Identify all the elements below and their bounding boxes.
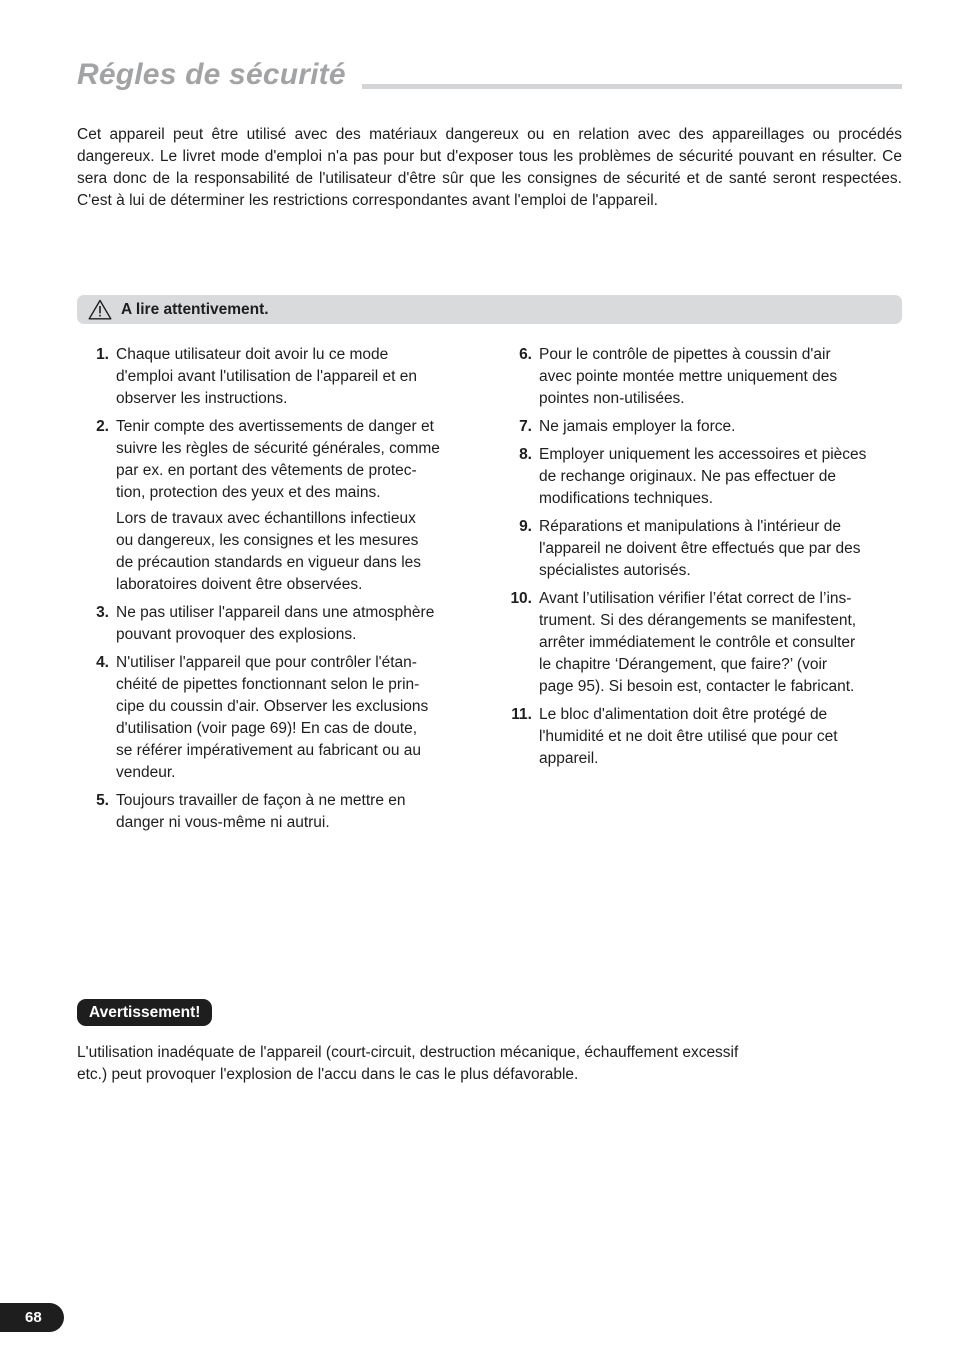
warning-text: L'utilisation inadéquate de l'appareil (court-circuit, destruction mécanique, échauffement excessif etc.) peut provoquer l'explosion de l'accu dans le cas le plus défavorable.	[77, 1044, 739, 1083]
warning-triangle-icon	[88, 299, 112, 320]
rule-number: 8.	[519, 446, 532, 463]
rule-text: Toujours travailler de façon à ne mettre en danger ni vous-même ni autrui.	[116, 792, 406, 831]
rule-number: 4.	[96, 654, 109, 671]
rule-text: Le bloc d'alimentation doit être protégé de l'humidité et ne doit être utilisé que pour cet appareil.	[539, 706, 838, 767]
rule-item	[500, 704, 904, 770]
rule-extra-text: Lors de travaux avec échantillons infectieux ou dangereux, les consignes et les mesures de précaution standards en vigueur dans les laboratoires doivent être observées.	[116, 510, 422, 593]
rule-text: Réparations et manipulations à l'intérieur de l'appareil ne doivent être effectués que par des spécialistes autorisés.	[539, 518, 861, 579]
rules-column-left	[77, 344, 477, 840]
rule-number: 1.	[96, 346, 109, 363]
page-number: 68	[0, 1303, 64, 1332]
rule-number: 9.	[519, 518, 532, 535]
rule-number: 3.	[96, 604, 109, 621]
intro-paragraph: Cet appareil peut être utilisé avec des matériaux dangereux ou en relation avec des appareillages ou procédés dangereux. Le livret mode d'emploi n'a pas pour but d'exposer tous les problèmes de sécurité pouvant en résulter. Ce sera donc de la responsabilité de l'utilisateur d'être sûr que les consignes de sécurité et de santé seront respectées. C'est à lui de déterminer les restrictions correspondantes avant l'emploi de l'appareil.	[77, 126, 902, 209]
rule-item	[500, 344, 904, 410]
rule-item	[500, 416, 904, 438]
rule-text: Chaque utilisateur doit avoir lu ce mode d'emploi avant l'utilisation de l'appareil et en observer les instructions.	[116, 346, 417, 407]
title-rule	[362, 84, 902, 89]
rule-item	[77, 602, 477, 646]
rule-text: Tenir compte des avertissements de danger et suivre les règles de sécurité générales, comme par ex. en portant des vêtements de protec- tion, protection des yeux et des mains.	[116, 418, 440, 501]
rule-item	[77, 344, 477, 410]
rule-number: 11.	[511, 706, 532, 723]
rule-item	[77, 652, 477, 784]
rule-text: Ne pas utiliser l'appareil dans une atmosphère pouvant provoquer des explosions.	[116, 604, 435, 643]
rules-column-right	[500, 344, 904, 776]
rule-item	[500, 444, 904, 510]
rule-number: 5.	[96, 792, 109, 809]
page-title: Régles de sécurité	[77, 58, 346, 91]
rule-number: 6.	[519, 346, 532, 363]
rule-text: N'utiliser l'appareil que pour contrôler l'étan- chéité de pipettes fonctionnant selon le prin- cipe du coussin d'air. Observer les exclusions d'utilisation (voir page 69)! En cas de doute, se référer impérativement au fabricant ou au vendeur.	[116, 654, 429, 781]
rule-text: Employer uniquement les accessoires et pièces de rechange originaux. Ne pas effectuer de modifications techniques.	[539, 446, 867, 507]
notice-label: A lire attentivement.	[121, 301, 269, 318]
rule-item	[500, 588, 904, 698]
warning-badge: Avertissement!	[77, 999, 212, 1026]
notice-bar	[77, 295, 902, 324]
rule-text: Ne jamais employer la force.	[539, 418, 736, 435]
rule-number: 10.	[510, 590, 532, 607]
rule-number: 7.	[519, 418, 532, 435]
rule-item	[77, 416, 477, 596]
rule-text: Pour le contrôle de pipettes à coussin d'air avec pointe montée mettre uniquement des pointes non-utilisées.	[539, 346, 838, 407]
rule-item	[500, 516, 904, 582]
rule-text: Avant l’utilisation vérifier l’état correct de l’ins- trument. Si des dérangements se manifestent, arrêter immédiatement le contrôle et consulter le chapitre ‘Dérangement, que faire?’ (voir page 95). Si besoin est, contacter le fabricant.	[539, 590, 857, 695]
rule-item	[77, 790, 477, 834]
rule-number: 2.	[96, 418, 109, 435]
